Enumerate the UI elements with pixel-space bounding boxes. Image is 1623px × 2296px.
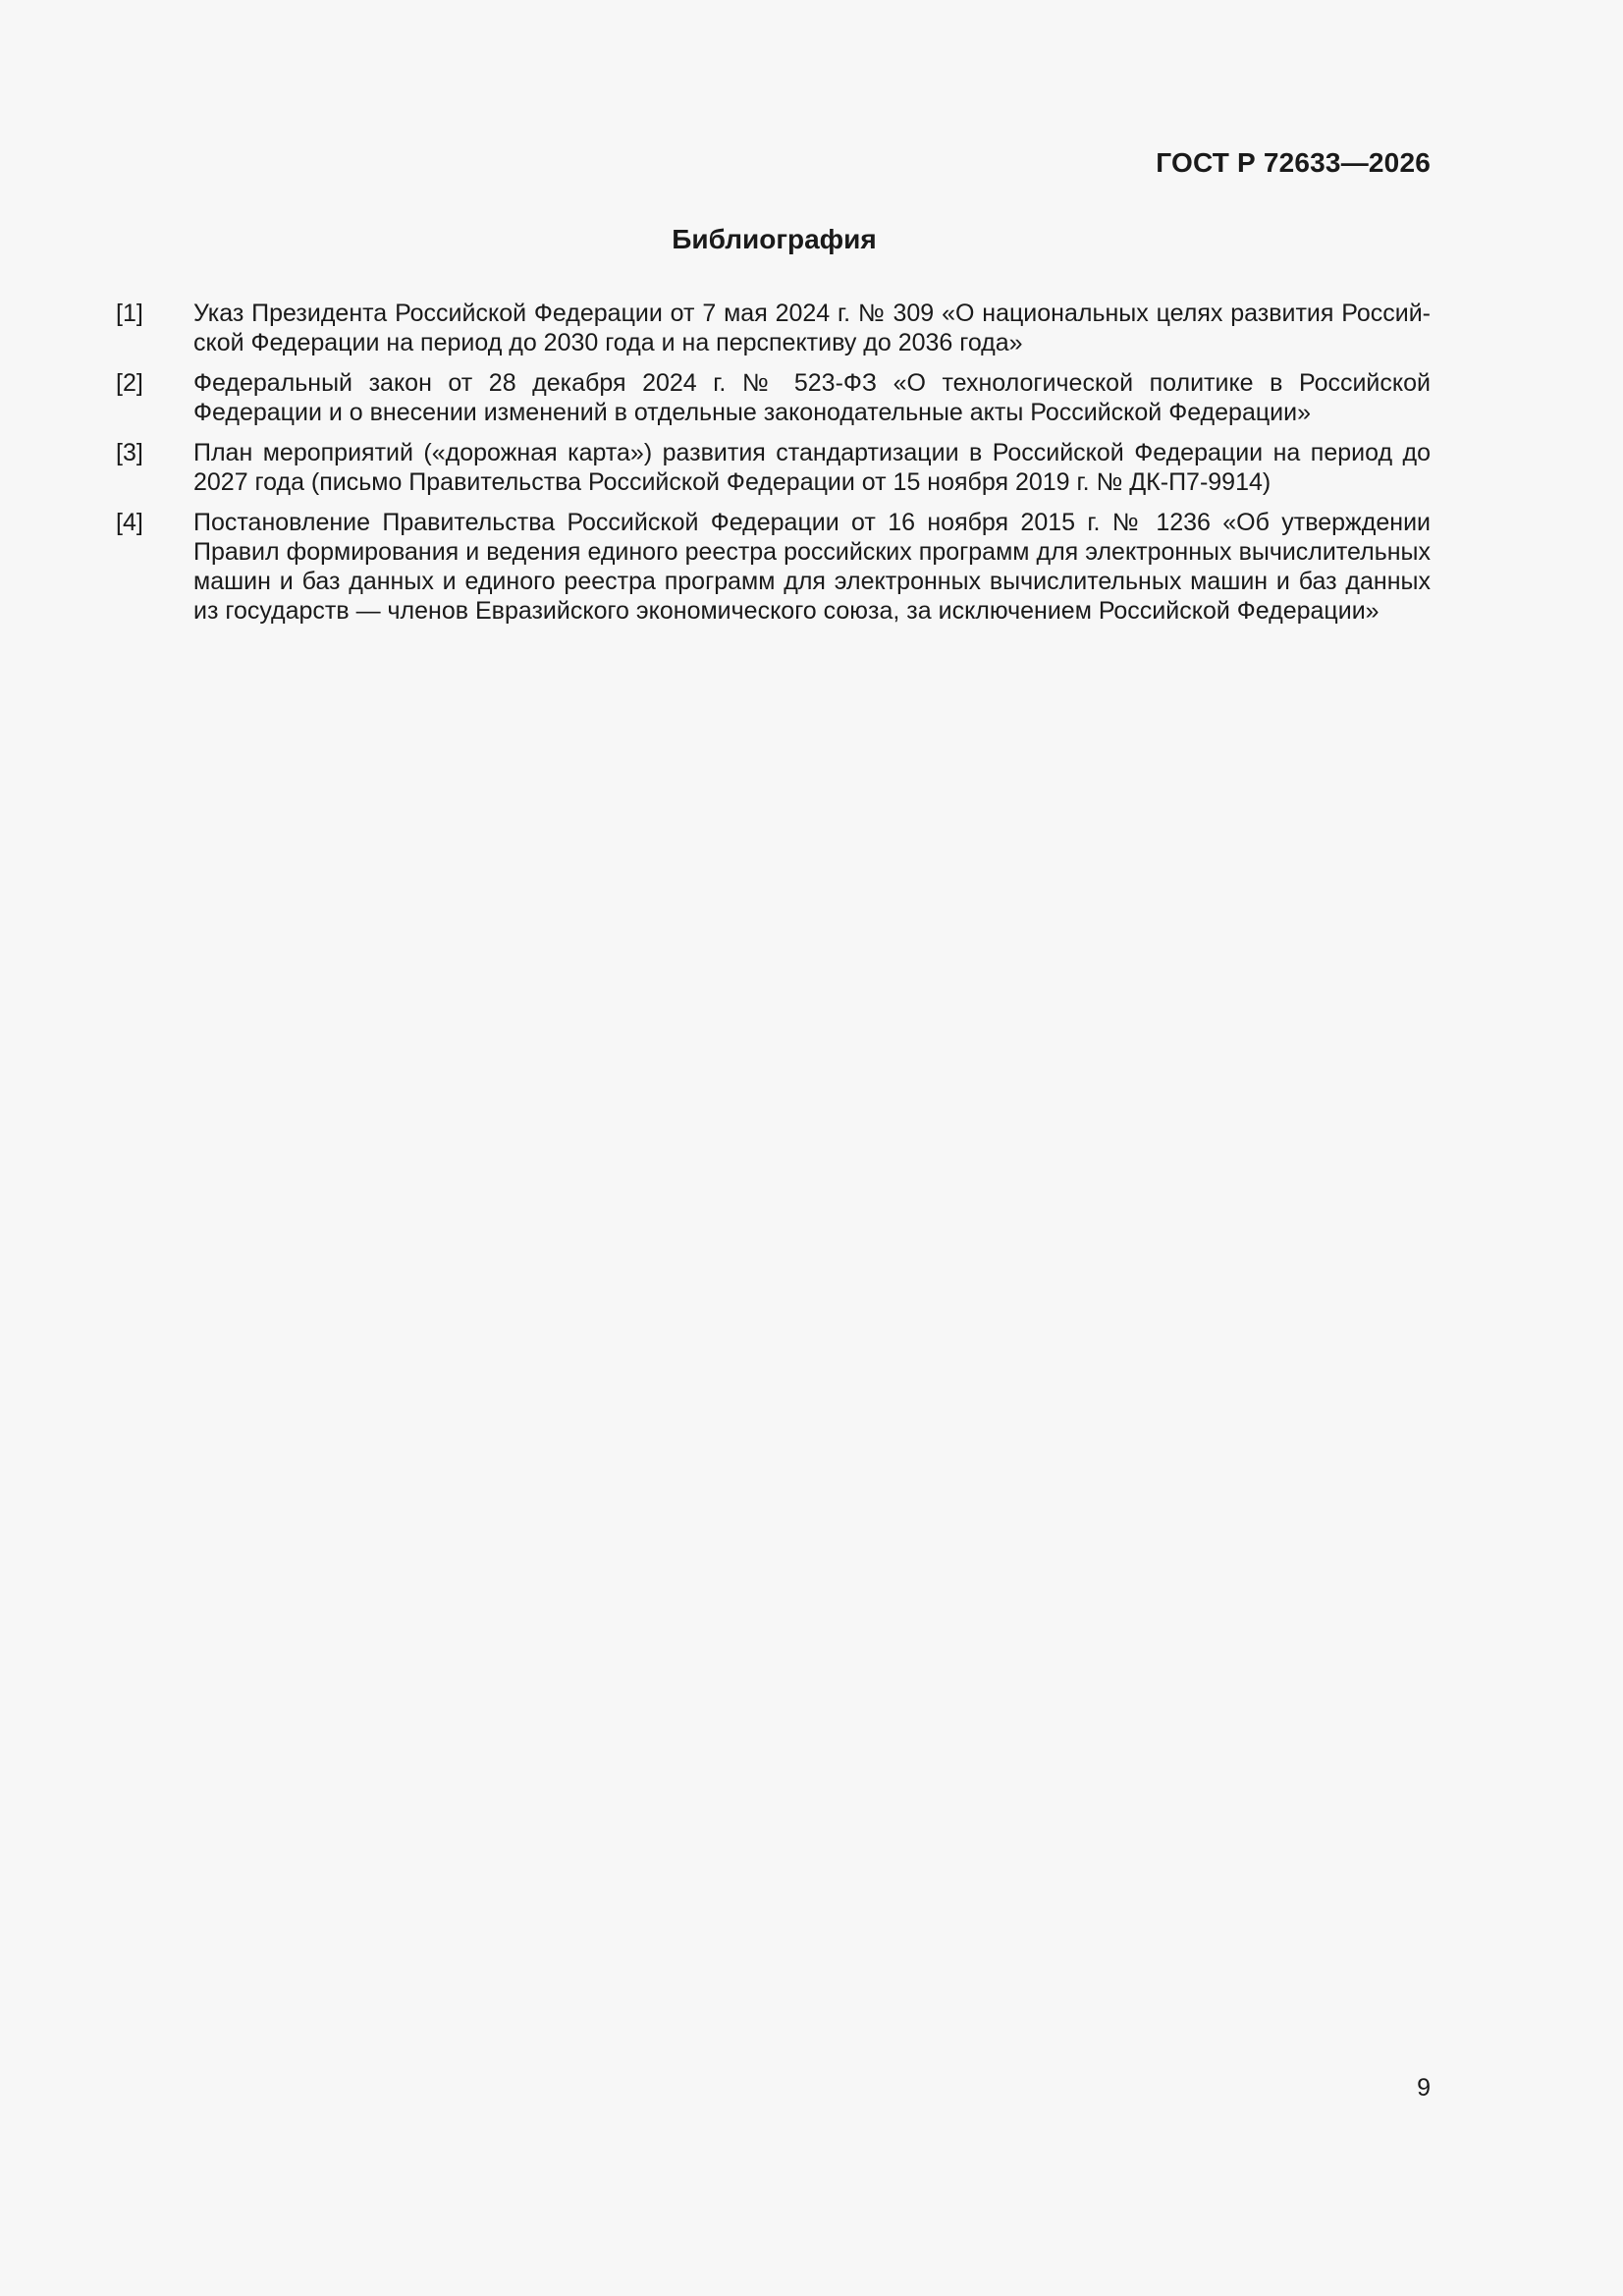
page-number: 9 xyxy=(1417,2074,1431,2102)
bibliography-entry xyxy=(116,368,1431,427)
entry-text: Постановление Правительства Российской Федерации от 16 ноября 2015 г. № 1236 «Об утверждении Правил формирования и ведения единого реестра российских программ для электронных вычислительных машин и баз данных и единого реестра программ для электронных вычислительных машин и баз данных из государств — членов Евразийского экономического союза, за исключением Российской Федерации» xyxy=(193,509,1431,625)
entry-text: Указ Президента Российской Федерации от 7 мая 2024 г. № 309 «О национальных целях развития Российской Федерации на период до 2030 года и на перспективу до 2036 года» xyxy=(193,300,1431,356)
entry-number: [4] xyxy=(116,509,143,536)
bibliography-entry xyxy=(116,299,1431,357)
entry-text: План мероприятий («дорожная карта») развития стандартизации в Российской Федерации на период до 2027 года (письмо Правительства Российской Федерации от 15 ноября 2019 г. № ДК-П7-9914) xyxy=(193,439,1431,496)
bibliography-entry xyxy=(116,508,1431,626)
entry-number: [1] xyxy=(116,300,143,327)
bibliography-list xyxy=(116,299,1431,636)
entry-number: [3] xyxy=(116,439,143,466)
document-code: ГОСТ Р 72633—2026 xyxy=(1156,147,1431,178)
entry-number: [2] xyxy=(116,369,143,397)
entry-text: Федеральный закон от 28 декабря 2024 г. № 523-ФЗ «О технологической политике в Российской Федерации и о внесении изменений в отдельные законодательные акты Российской Федерации» xyxy=(193,369,1431,426)
bibliography-title: Библиография xyxy=(672,224,877,254)
bibliography-entry xyxy=(116,438,1431,497)
